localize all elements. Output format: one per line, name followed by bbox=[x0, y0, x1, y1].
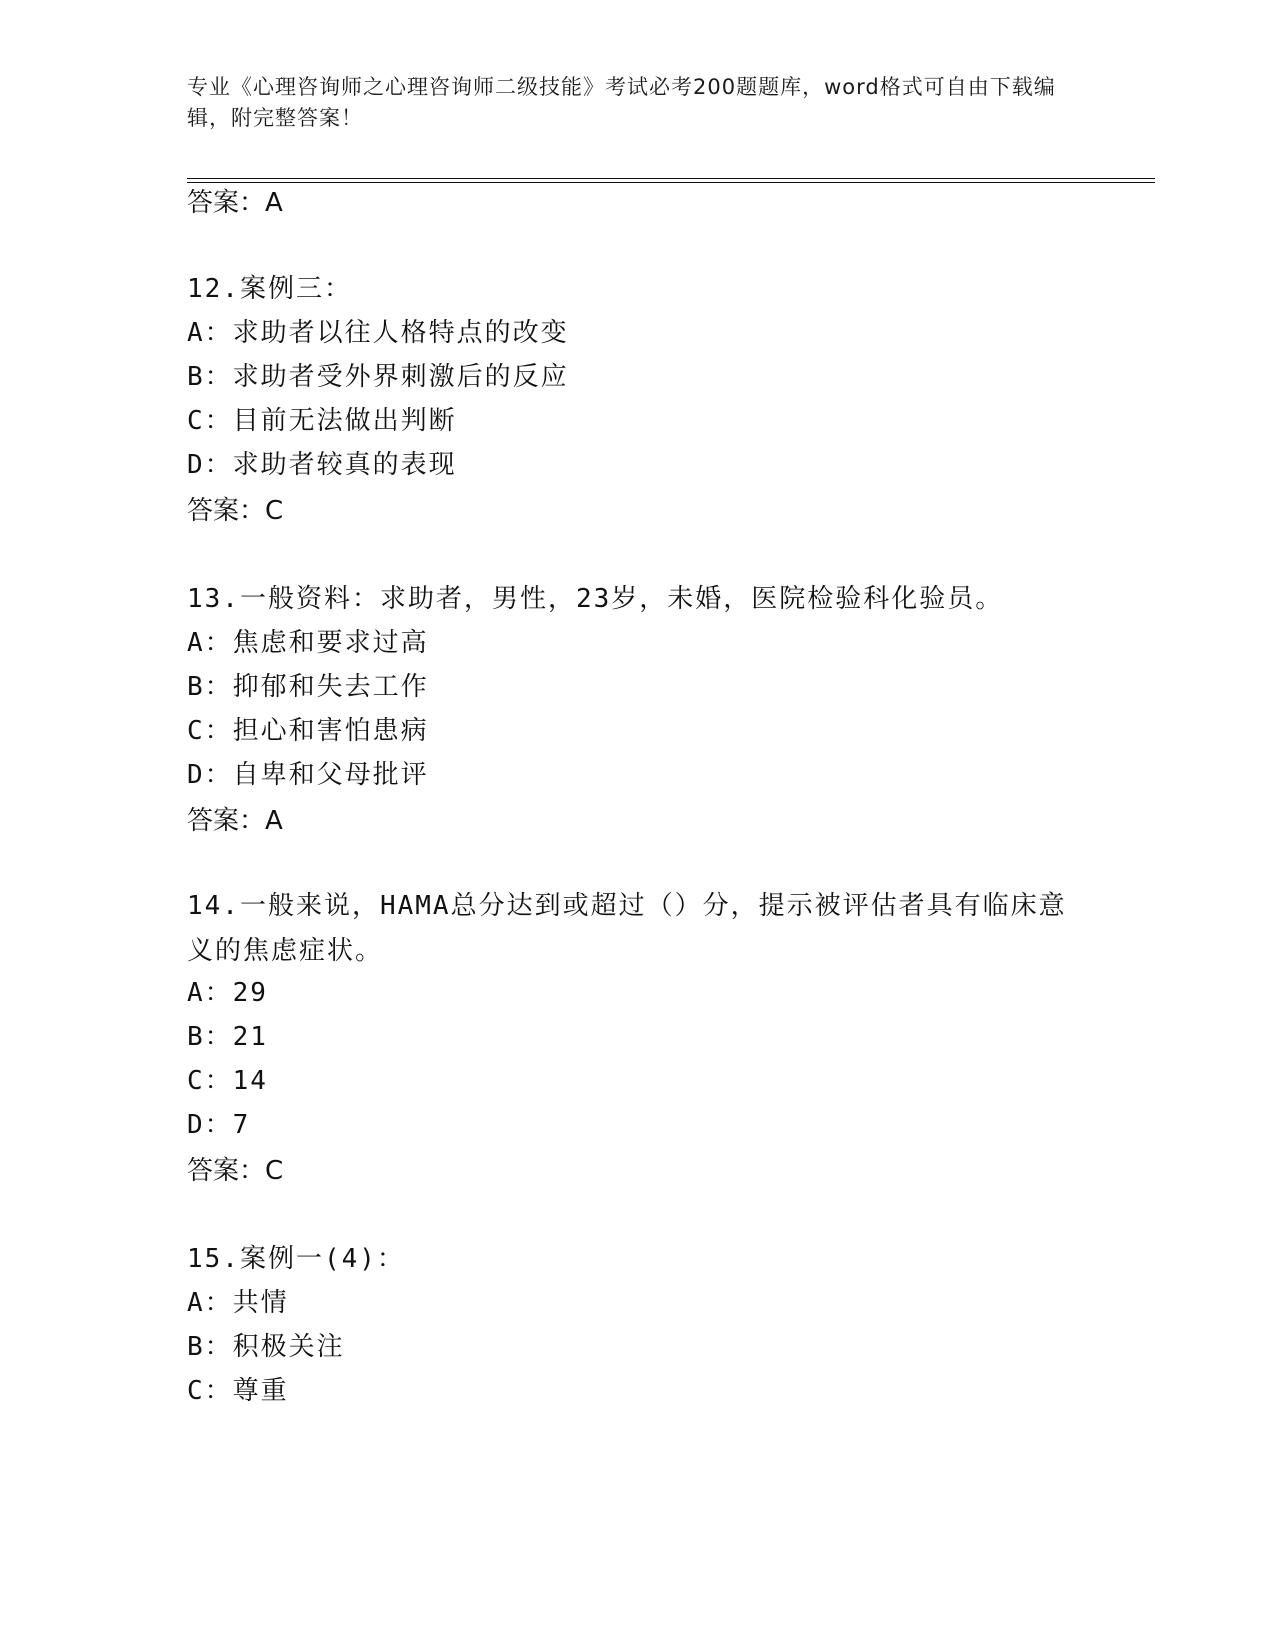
question-13-answer: 答案：A bbox=[187, 806, 283, 836]
question-15-stem: 15.案例一(4)： bbox=[187, 1244, 405, 1274]
question-14-stem: 14.一般来说，HAMA总分达到或超过（）分，提示被评估者具有临床意义的焦虑症状。 bbox=[187, 891, 1067, 966]
question-13-option-a: A：焦虑和要求过高 bbox=[187, 628, 429, 658]
question-13-stem: 13.一般资料：求助者，男性，23岁，未婚，医院检验科化验员。 bbox=[187, 584, 1004, 614]
question-14-option-a: A：29 bbox=[187, 978, 268, 1008]
question-15-option-a: A：共情 bbox=[187, 1288, 289, 1318]
question-12-option-c: C：目前无法做出判断 bbox=[187, 406, 457, 436]
question-12-option-a: A：求助者以往人格特点的改变 bbox=[187, 318, 569, 348]
question-13-option-d: D：自卑和父母批评 bbox=[187, 760, 429, 790]
question-14-option-d: D：7 bbox=[187, 1110, 251, 1140]
header-rule-top bbox=[187, 178, 1155, 179]
header-rule-bottom bbox=[187, 182, 1155, 183]
question-15-option-b: B：积极关注 bbox=[187, 1332, 345, 1362]
question-13-option-b: B：抑郁和失去工作 bbox=[187, 672, 429, 702]
question-12-option-d: D：求助者较真的表现 bbox=[187, 450, 457, 480]
question-12-option-b: B：求助者受外界刺激后的反应 bbox=[187, 362, 569, 392]
document-intro: 专业《心理咨询师之心理咨询师二级技能》考试必考200题题库，word格式可自由下载编辑，附完整答案！ bbox=[187, 75, 1056, 130]
question-12-answer: 答案：C bbox=[187, 496, 284, 526]
question-12-stem: 12.案例三： bbox=[187, 274, 352, 304]
question-14-option-c: C：14 bbox=[187, 1066, 268, 1096]
question-15-option-c: C：尊重 bbox=[187, 1376, 289, 1406]
question-14-option-b: B：21 bbox=[187, 1022, 268, 1052]
question-13-option-c: C：担心和害怕患病 bbox=[187, 716, 429, 746]
previous-answer: 答案：A bbox=[187, 188, 283, 218]
question-14-answer: 答案：C bbox=[187, 1156, 284, 1186]
